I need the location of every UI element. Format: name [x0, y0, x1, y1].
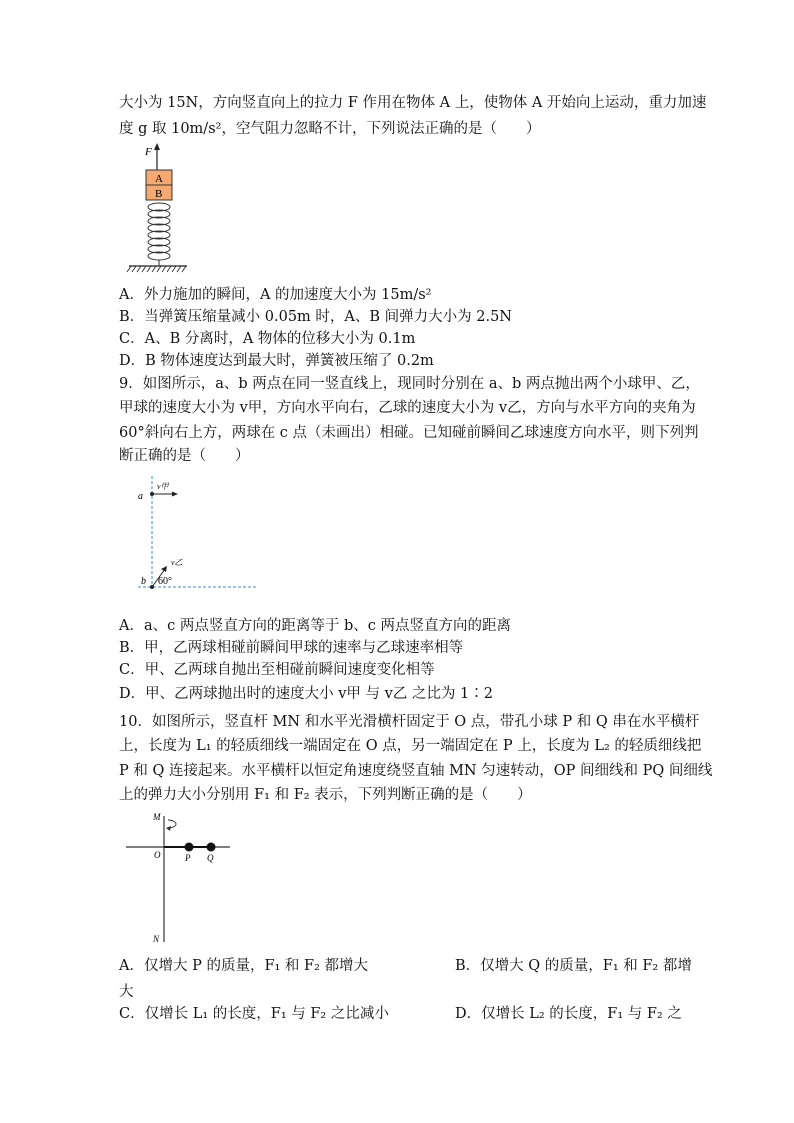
label-p: P: [185, 853, 191, 863]
q10-stem-line-1: 10．如图所示，竖直杆 MN 和水平光滑横杆固定于 O 点，带孔小球 P 和 Q 串在水平横杆: [119, 714, 700, 730]
q9-stem-line-2: 甲球的速度大小为 v甲，方向水平向右，乙球的速度大小为 v乙，方向与水平方向的夹角为: [119, 400, 696, 416]
block-a-label: A: [155, 173, 163, 185]
q8-option-d: D．B 物体速度达到最大时，弹簧被压缩了 0.2m: [119, 353, 434, 369]
ground-hatch: [127, 266, 186, 272]
q10-option-d: D．仅增长 L₂ 的长度，F₁ 与 F₂ 之: [455, 1006, 682, 1022]
q10-option-a: A．仅增大 P 的质量，F₁ 和 F₂ 都增大: [119, 958, 369, 974]
q9-option-d: D．甲、乙两球抛出时的速度大小 v甲 与 v乙 之比为 1∶2: [119, 686, 494, 702]
block-b-label: B: [155, 188, 163, 200]
v-a-label: v甲: [157, 482, 169, 491]
q8-stem-line-2: 度 g 取 10m/s²，空气阻力忽略不计，下列说法正确的是（ ）: [119, 121, 541, 137]
q8-option-b: B．当弹簧压缩量减小 0.05m 时，A、B 间弹力大小为 2.5N: [119, 309, 512, 325]
q10-option-c: C．仅增长 L₁ 的长度，F₁ 与 F₂ 之比减小: [119, 1006, 389, 1022]
label-n: N: [153, 934, 160, 944]
spring: [148, 203, 170, 266]
q10-option-b-wrap: 大: [119, 984, 134, 1000]
q10-stem-line-2: 上，长度为 L₁ 的轻质细线一端固定在 O 点，另一端固定在 P 上，长度为 L₂ 的轻质细线把: [119, 738, 702, 754]
point-a-label: a: [138, 491, 143, 502]
force-label: F: [145, 146, 152, 158]
label-o: O: [154, 850, 161, 860]
q9-stem-line-4: 断正确的是（ ）: [119, 448, 250, 464]
q10-option-b: B．仅增大 Q 的质量，F₁ 和 F₂ 都增: [455, 958, 692, 974]
q10-stem-line-3: P 和 Q 连接起来。水平横杆以恒定角速度绕竖直轴 MN 匀速转动，OP 间细线和 PQ 间细线: [119, 763, 713, 779]
q9-stem-line-1: 9．如图所示，a、b 两点在同一竖直线上，现同时分别在 a、b 两点抛出两个小球甲、乙，: [119, 376, 700, 392]
label-m: M: [153, 812, 161, 822]
q9-stem-line-3: 60°斜向右上方，两球在 c 点（未画出）相碰。已知碰前瞬间乙球速度方向水平，则下列判: [119, 425, 699, 441]
v-b-label: v乙: [171, 558, 183, 567]
ball-p: [185, 843, 194, 852]
q8-option-c: C．A、B 分离时，A 物体的位移大小为 0.1m: [119, 331, 416, 347]
angle-label: 60°: [158, 576, 172, 587]
q10-stem-line-4: 上的弹力大小分别用 F₁ 和 F₂ 表示，下列判断正确的是（ ）: [119, 787, 532, 803]
q9-option-a: A．a、c 两点竖直方向的距离等于 b、c 两点竖直方向的距离: [119, 618, 511, 634]
q9-projectile-figure: [132, 472, 258, 598]
q10-rotating-rod-figure: [122, 808, 237, 948]
q8-option-a: A．外力施加的瞬间，A 的加速度大小为 15m/s²: [119, 287, 432, 303]
ball-q: [207, 843, 216, 852]
label-q: Q: [207, 853, 214, 863]
q8-spring-block-figure: [125, 142, 195, 274]
point-b-label: b: [141, 576, 146, 587]
q9-option-c: C．甲、乙两球自抛出至相碰前瞬间速度变化相等: [119, 662, 435, 678]
q8-stem-line-1: 大小为 15N，方向竖直向上的拉力 F 作用在物体 A 上，使物体 A 开始向上运动，重力加速: [119, 95, 707, 111]
q9-option-b: B．甲，乙两球相碰前瞬间甲球的速率与乙球速率相等: [119, 640, 464, 656]
